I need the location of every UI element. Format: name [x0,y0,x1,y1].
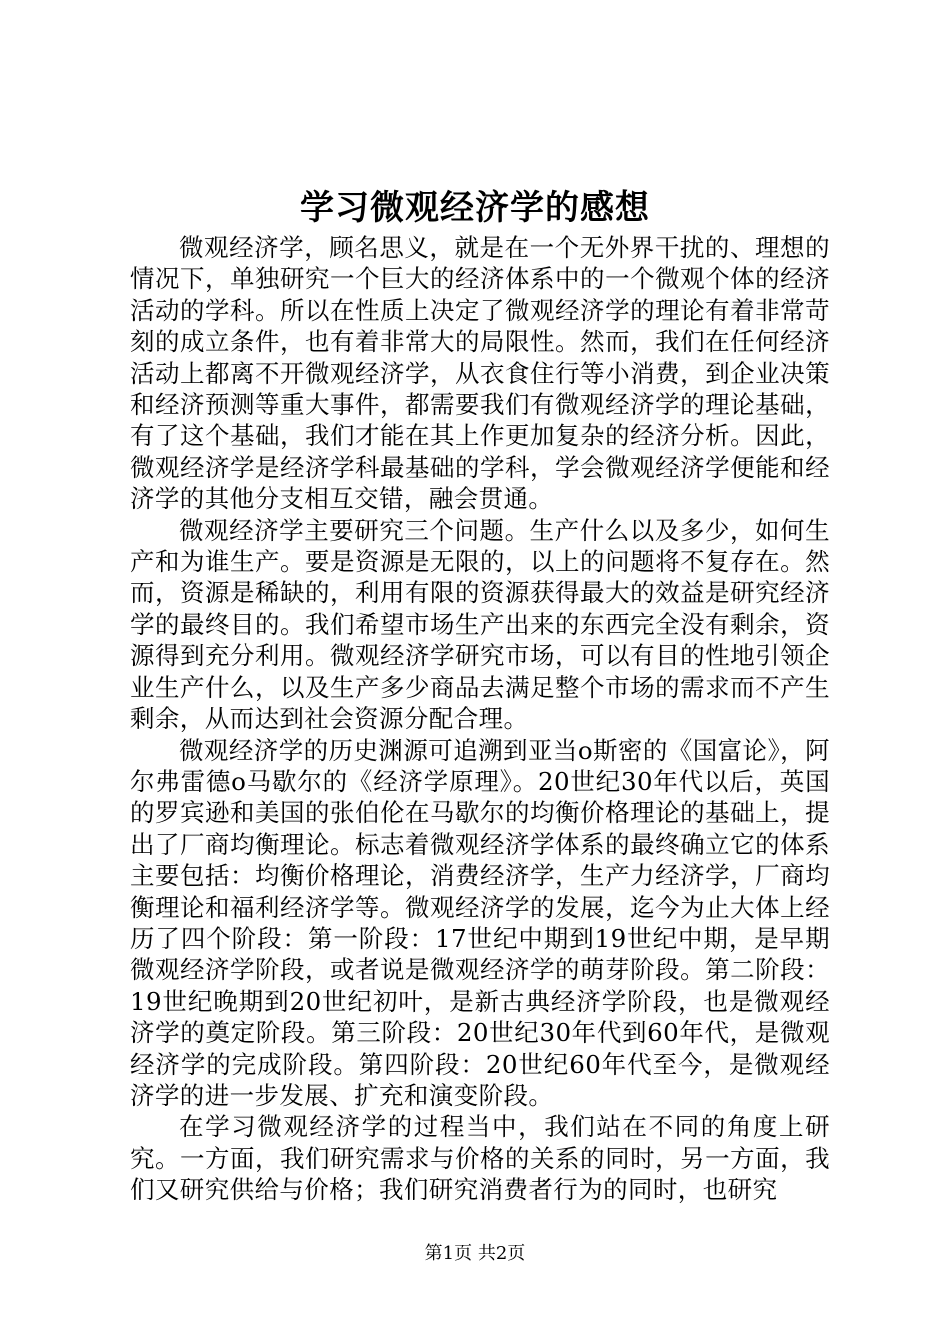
page-number-footer: 第1页 共2页 [424,1243,526,1264]
document-title: 学习微观经济学的感想 [300,188,650,228]
paragraph: 微观经济学，顾名思义，就是在一个无外界干扰的、理想的情况下，单独研究一个巨大的经济体系中的一个微观个体的经济活动的学科。所以在性质上决定了微观经济学的理论有着非常苛刻的成立条件，也有着非常大的局限性。然而，我们在任何经济活动上都离不开微观经济学，从衣食住行等小消费，到企业决策和经济预测等重大事件，都需要我们有微观经济学的理论基础，有了这个基础，我们才能在其上作更加复杂的经济分析。因此，微观经济学是经济学科最基础的学科，学会微观经济学便能和经济学的其他分支相互交错，融会贯通。 [130,233,830,514]
document-body [130,232,830,1205]
paragraph: 微观经济学的历史渊源可追溯到亚当ο斯密的《国富论》，阿尔弗雷德ο马歇尔的《经济学原理》。20世纪30年代以后，英国的罗宾逊和美国的张伯伦在马歇尔的均衡价格理论的基础上，提出了厂商均衡理论。标志着微观经济学体系的最终确立它的体系主要包括：均衡价格理论，消费经济学，生产力经济学，厂商均衡理论和福利经济学等。微观经济学的发展，迄今为止大体上经历了四个阶段：第一阶段：17世纪中期到19世纪中期，是早期微观经济学阶段，或者说是微观经济学的萌芽阶段。第二阶段：19世纪晚期到20世纪初叶，是新古典经济学阶段，也是微观经济学的奠定阶段。第三阶段：20世纪30年代到60年代，是微观经济学的完成阶段。第四阶段：20世纪60年代至今，是微观经济学的进一步发展、扩充和演变阶段。 [130,735,830,1110]
paragraph: 微观经济学主要研究三个问题。生产什么以及多少，如何生产和为谁生产。要是资源是无限的，以上的问题将不复存在。然而，资源是稀缺的，利用有限的资源获得最大的效益是研究经济学的最终目的。我们希望市场生产出来的东西完全没有剩余，资源得到充分利用。微观经济学研究市场，可以有目的性地引领企业生产什么，以及生产多少商品去满足整个市场的需求而不产生剩余，从而达到社会资源分配合理。 [130,515,830,734]
paragraph: 在学习微观经济学的过程当中，我们站在不同的角度上研究。一方面，我们研究需求与价格的关系的同时，另一方面，我们又研究供给与价格；我们研究消费者行为的同时，也研究 [130,1112,830,1205]
